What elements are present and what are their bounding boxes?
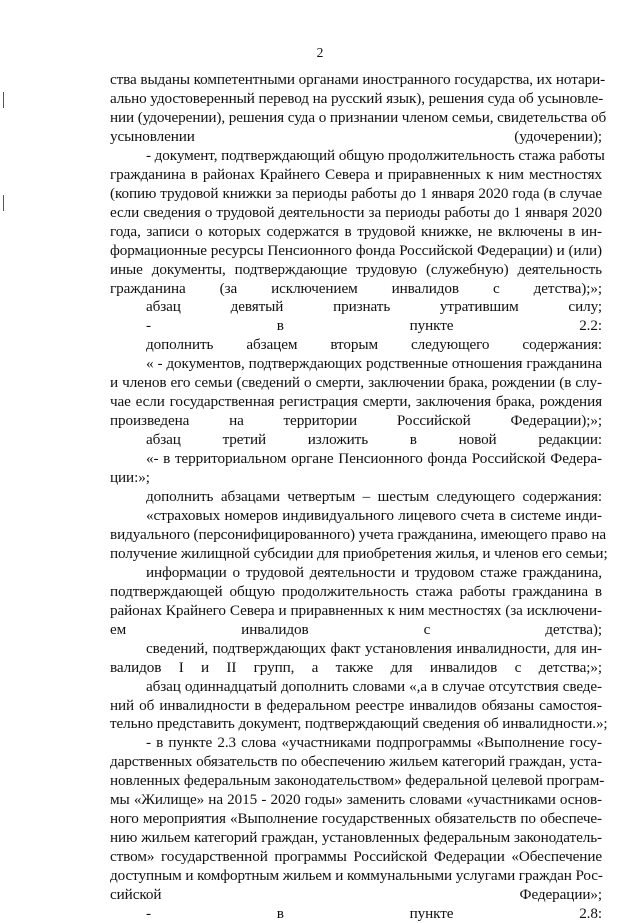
text-line: дополнить абзацами четвертым – шестым следующего содержания: (146, 488, 602, 505)
text-line: ально удостоверенный перевод на русский язык), решения суда об усыновле- (110, 90, 604, 107)
text-line: гражданина в районах Крайнего Севера и приравненных к ним местностях (110, 166, 602, 183)
text-line: ции:»; (110, 469, 150, 486)
text-line: формационные ресурсы Пенсионного фонда Российской Федерации) и (или) (110, 242, 602, 259)
text-line: - в пункте 2.2: (146, 317, 602, 334)
text-line: - в пункте 2.3 слова «участниками подпрограммы «Выполнение госу- (146, 734, 602, 751)
text-line: ства выданы компетентными органами иностранного государства, их нотари- (110, 71, 606, 88)
text-line: валидов I и II групп, а также для инвалидов с детства;»; (110, 659, 602, 676)
text-line: получение жилищной субсидии для приобретения жилья, и членов его семьи; (110, 545, 608, 562)
text-line: доступным и комфортным жильем и коммунальными услугами граждан Рос- (110, 867, 603, 884)
text-line: абзац девятый признать утратившим силу; (146, 298, 602, 315)
text-line: нии (удочерении), решения суда о признании членом семьи, свидетельства об (110, 109, 607, 126)
text-line: районах Крайнего Севера и приравненных к ним местностях (за исключени- (110, 602, 602, 619)
text-line: мы «Жилище» на 2015 - 2020 годы» заменить словами «участниками основ- (110, 791, 602, 808)
text-line: ем инвалидов с детства); (110, 621, 602, 638)
text-line: - документ, подтверждающий общую продолжительность стажа работы (146, 147, 605, 164)
text-line: чае если государственная регистрация смерти, заключения брака, рождения (110, 393, 602, 410)
text-line: тельно представить документ, подтверждающий сведения об инвалидности.»; (110, 715, 608, 732)
margin-mark (3, 92, 4, 108)
text-line: иные документы, подтверждающие трудовую (служебную) деятельность (110, 261, 602, 278)
text-line: нию жильем категорий граждан, установленных федеральным законодатель- (110, 829, 602, 846)
text-line: (копию трудовой книжки за периоды работы до 1 января 2020 года (в случае (110, 185, 602, 202)
text-line: сведений, подтверждающих факт установления инвалидности, для ин- (146, 640, 602, 657)
text-line: ного мероприятия «Выполнение государственных обязательств по обеспече- (110, 810, 602, 827)
text-line: усыновлении (удочерении); (110, 128, 602, 145)
text-line: ний об инвалидности в федеральном реестре инвалидов обязаны самостоя- (110, 697, 602, 714)
page-number: 2 (316, 45, 324, 60)
text-line: произведена на территории Российской Федерации);»; (110, 412, 602, 429)
text-line: гражданина (за исключением инвалидов с детства);»; (110, 280, 602, 297)
text-line: года, записи о которых содержатся в трудовой книжке, не включены в ин- (110, 223, 602, 240)
text-line: абзац третий изложить в новой редакции: (146, 431, 602, 448)
text-line: ством» государственной программы Российской Федерации «Обеспечение (110, 848, 602, 865)
text-line: новленных федеральным законодательством» федеральной целевой програм- (110, 772, 605, 789)
text-line: « - документов, подтверждающих родственные отношения гражданина (146, 355, 602, 372)
text-line: - в пункте 2.8: (146, 905, 602, 922)
text-line: «страховых номеров индивидуального лицевого счета в системе инди- (146, 507, 602, 524)
text-line: информации о трудовой деятельности и трудовом стаже гражданина, (146, 564, 602, 581)
text-line: дарственных обязательств по обеспечению жильем категорий граждан, уста- (110, 753, 602, 770)
text-line: дополнить абзацем вторым следующего содержания: (146, 336, 602, 353)
text-line: «- в территориальном органе Пенсионного фонда Российской Федера- (146, 450, 602, 467)
text-line: абзац одиннадцатый дополнить словами «,а в случае отсутствия сведе- (146, 678, 602, 695)
text-line: сийской Федерации»; (110, 886, 602, 903)
text-line: если сведения о трудовой деятельности за периоды работы до 1 января 2020 (110, 204, 602, 221)
text-line: и членов его семьи (сведений о смерти, заключении брака, рождении (в слу- (110, 374, 602, 391)
text-line: видуального (персонифицированного) учета гражданина, имеющего право на (110, 526, 607, 543)
margin-mark (3, 195, 4, 211)
text-line: подтверждающей общую продолжительность стажа работы гражданина в (110, 583, 602, 600)
